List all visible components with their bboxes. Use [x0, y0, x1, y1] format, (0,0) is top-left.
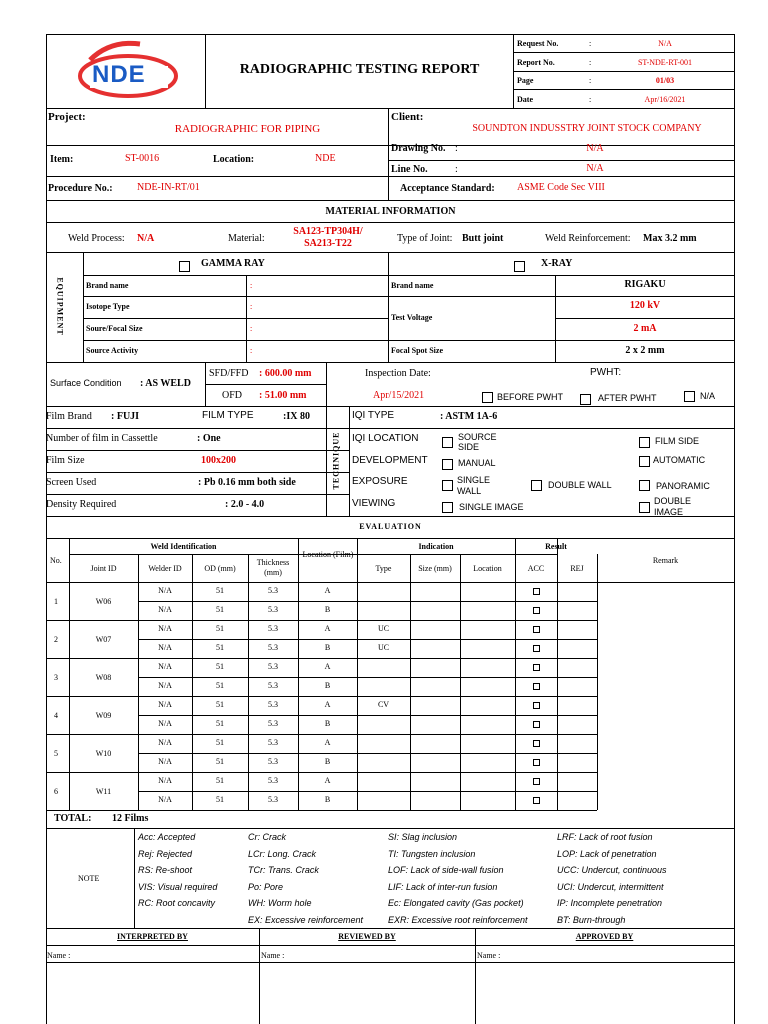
weld-process-value: N/A: [137, 233, 155, 244]
before-pwht-label: BEFORE PWHT: [497, 392, 564, 402]
xray-checkbox[interactable]: [514, 261, 525, 272]
row-loc: B: [324, 719, 331, 728]
films-cassette-label: Number of film in Cassettle: [46, 433, 158, 444]
row-welder: N/A: [158, 624, 172, 633]
item-label: Item:: [50, 154, 74, 165]
source-size-colon: :: [250, 324, 253, 333]
row-loc: A: [324, 662, 331, 671]
row-od: 51: [216, 700, 224, 709]
row-thk: 5.3: [268, 662, 278, 671]
xray-brand-value: RIGAKU: [624, 279, 666, 290]
note-item: RC: Root concavity: [138, 898, 216, 908]
row-welder: N/A: [158, 586, 172, 595]
row-thk: 5.3: [268, 643, 278, 652]
col-type: Type: [375, 564, 392, 573]
row-welder: N/A: [158, 795, 172, 804]
row-od: 51: [216, 586, 224, 595]
note-item: Rej: Rejected: [138, 848, 193, 859]
xray-brand-label: Brand name: [391, 281, 434, 290]
acc-checkbox[interactable]: [533, 607, 540, 614]
page-value: 01/03: [655, 76, 675, 85]
note-item: LIF: Lack of inter-run fusion: [388, 881, 498, 892]
row-loc: B: [324, 681, 331, 690]
film-side-checkbox[interactable]: [639, 437, 650, 448]
panoramic-checkbox[interactable]: [639, 480, 650, 491]
na-pwht-checkbox[interactable]: [684, 391, 695, 402]
row-no: 2: [54, 635, 58, 644]
acc-checkbox[interactable]: [533, 626, 540, 633]
line-label: Line No.: [391, 164, 428, 175]
col-welder: Welder ID: [148, 564, 182, 573]
brand-colon: :: [250, 281, 253, 290]
approved-name-label: Name :: [477, 951, 501, 960]
col-location-film: Location (Film): [302, 550, 354, 559]
interpreted-name-label: Name :: [47, 951, 71, 960]
film-type-label: FILM TYPE: [202, 410, 254, 421]
joint-value: Butt joint: [462, 233, 504, 244]
reinforcement-value: Max 3.2 mm: [643, 233, 697, 244]
col-joint: Joint ID: [90, 564, 117, 573]
location-value: NDE: [315, 153, 336, 164]
after-pwht-checkbox[interactable]: [580, 394, 591, 405]
row-type: UC: [377, 643, 390, 652]
row-thk: 5.3: [268, 776, 278, 785]
acc-checkbox[interactable]: [533, 645, 540, 652]
row-type: UC: [377, 624, 390, 633]
acc-checkbox[interactable]: [533, 797, 540, 804]
density-label: Density Required: [46, 499, 117, 510]
row-od: 51: [216, 624, 224, 633]
row-welder: N/A: [158, 757, 172, 766]
col-result: Result: [545, 542, 567, 551]
line-value: N/A: [586, 163, 604, 174]
focal-value: 2 x 2 mm: [625, 345, 665, 356]
gamma-ray-label: GAMMA RAY: [201, 258, 265, 269]
row-welder: N/A: [158, 643, 172, 652]
note-item: SI: Slag inclusion: [388, 832, 458, 842]
row-thk: 5.3: [268, 624, 278, 633]
ofd-value: : 51.00 mm: [259, 390, 307, 401]
row-thk: 5.3: [268, 586, 278, 595]
joint-label: Type of Joint:: [397, 233, 453, 244]
film-side-label: FILM SIDE: [655, 436, 700, 446]
density-value: : 2.0 - 4.0: [225, 499, 265, 510]
viewing-label: VIEWING: [352, 498, 396, 509]
note-item: TI: Tungsten inclusion: [388, 848, 476, 859]
technique-side-label: TECHNIQUE: [331, 431, 341, 490]
row-loc: B: [324, 795, 331, 804]
material-label: Material:: [228, 233, 265, 244]
pwht-label: PWHT:: [590, 367, 622, 378]
row-joint-id: W09: [95, 711, 112, 720]
source-activity-colon: :: [250, 346, 253, 355]
note-item: Ec: Elongated cavity (Gas pocket): [388, 898, 524, 908]
acc-checkbox[interactable]: [533, 778, 540, 785]
row-od: 51: [216, 681, 224, 690]
report-title: RADIOGRAPHIC TESTING REPORT: [239, 62, 480, 77]
drawing-colon: :: [455, 143, 458, 154]
row-welder: N/A: [158, 719, 172, 728]
voltage-label: Test Voltage: [391, 313, 433, 322]
row-welder: N/A: [158, 700, 172, 709]
page-label: Page: [517, 76, 534, 85]
acceptance-value: ASME Code Sec VIII: [517, 182, 605, 193]
total-value: 12 Films: [112, 813, 149, 824]
note-item: Po: Pore: [248, 881, 284, 892]
row-no: 5: [54, 749, 58, 758]
isotope-label: Isotope Type: [86, 302, 130, 311]
acc-checkbox[interactable]: [533, 759, 540, 766]
report-no-value: ST-NDE-RT-001: [637, 58, 693, 67]
exposure-label: EXPOSURE: [352, 476, 408, 487]
film-type-value: :IX 80: [283, 411, 310, 422]
col-no: No.: [50, 556, 62, 565]
row-od: 51: [216, 643, 224, 652]
procedure-value: NDE-IN-RT/01: [137, 182, 200, 193]
note-item: EXR: Excessive root reinforcement: [388, 914, 528, 925]
note-item: Cr: Crack: [248, 832, 286, 842]
ofd-label: OFD: [222, 390, 243, 401]
row-no: 1: [54, 597, 58, 606]
film-size-value: 100x200: [201, 455, 236, 466]
row-od: 51: [216, 738, 224, 747]
row-thk: 5.3: [268, 700, 278, 709]
project-value: RADIOGRAPHIC FOR PIPING: [174, 123, 321, 135]
iqi-location-label: IQI LOCATION: [352, 433, 419, 444]
row-welder: N/A: [158, 681, 172, 690]
automatic-label: AUTOMATIC: [653, 455, 706, 465]
request-no-value: N/A: [658, 39, 672, 48]
note-item: EX: Excessive reinforcement: [248, 914, 364, 925]
single-wall-label: SINGLE WALL: [457, 475, 491, 496]
row-thk: 5.3: [268, 719, 278, 728]
isotope-colon: :: [250, 302, 253, 311]
source-activity-label: Source Activity: [86, 346, 139, 355]
date-colon: :: [589, 95, 592, 104]
double-wall-label: DOUBLE WALL: [548, 480, 612, 490]
acc-checkbox[interactable]: [533, 721, 540, 728]
row-thk: 5.3: [268, 738, 278, 747]
note-item: LCr: Long. Crack: [248, 848, 317, 859]
weld-process-label: Weld Process:: [68, 233, 125, 244]
equipment-side-label: EQUIPMENT: [55, 277, 65, 336]
row-loc: B: [324, 757, 331, 766]
inspection-label: Inspection Date:: [365, 368, 431, 379]
na-pwht-label: N/A: [700, 391, 716, 401]
double-image-checkbox[interactable]: [639, 502, 650, 513]
acc-checkbox[interactable]: [533, 588, 540, 595]
iqi-type-label: IQI TYPE: [352, 410, 395, 421]
col-thickness: Thickness (mm): [256, 558, 290, 577]
row-loc: B: [324, 643, 331, 652]
project-label: Project:: [48, 111, 86, 123]
development-label: DEVELOPMENT: [352, 455, 428, 466]
automatic-checkbox[interactable]: [639, 456, 650, 467]
acceptance-label: Acceptance Standard:: [400, 183, 495, 194]
material-value-1: SA123-TP304H/: [293, 226, 363, 237]
row-od: 51: [216, 662, 224, 671]
manual-label: MANUAL: [458, 458, 496, 468]
source-side-label: SOURCE SIDE: [458, 432, 497, 452]
report-no-label: Report No.: [517, 58, 555, 67]
total-label: TOTAL:: [54, 813, 92, 824]
row-joint-id: W11: [95, 787, 112, 796]
col-weld-id: Weld Identification: [150, 542, 217, 551]
row-joint-id: W07: [95, 635, 112, 644]
row-welder: N/A: [158, 662, 172, 671]
date-label: Date: [517, 95, 533, 104]
source-size-label: Soure/Focal Size: [86, 324, 143, 333]
col-remark: Remark: [652, 556, 679, 565]
client-label: Client:: [391, 111, 424, 123]
page-colon: :: [589, 76, 592, 85]
nde-logo: [70, 38, 190, 104]
item-value: ST-0016: [125, 153, 160, 164]
acc-checkbox[interactable]: [533, 702, 540, 709]
acc-checkbox[interactable]: [533, 664, 540, 671]
note-item: WH: Worm hole: [248, 898, 312, 908]
logo-text: NDE: [92, 61, 146, 88]
films-cassette-value: : One: [197, 433, 221, 444]
gamma-ray-checkbox[interactable]: [179, 261, 190, 272]
row-welder: N/A: [158, 776, 172, 785]
material-value-2: SA213-T22: [304, 238, 352, 249]
row-thk: 5.3: [268, 757, 278, 766]
row-no: 3: [54, 673, 58, 682]
row-no: 6: [54, 787, 58, 796]
surface-label: Surface Condition: [50, 378, 122, 388]
focal-label: Focal Spot Size: [391, 346, 443, 355]
current-value: 2 mA: [633, 323, 657, 334]
film-size-label: Film Size: [46, 455, 85, 466]
drawing-value: N/A: [586, 143, 604, 154]
col-od: OD (mm): [204, 564, 236, 573]
single-wall-checkbox[interactable]: [442, 480, 453, 491]
col-rej: REJ: [570, 564, 584, 573]
acc-checkbox[interactable]: [533, 740, 540, 747]
screen-label: Screen Used: [46, 477, 97, 488]
voltage-value: 120 kV: [629, 300, 661, 311]
row-loc: A: [324, 738, 331, 747]
single-image-checkbox[interactable]: [442, 502, 453, 513]
procedure-label: Procedure No.:: [48, 183, 113, 194]
row-loc: B: [324, 605, 331, 614]
brand-label: Brand name: [86, 281, 129, 290]
after-pwht-label: AFTER PWHT: [598, 393, 657, 403]
manual-checkbox[interactable]: [442, 459, 453, 470]
reviewed-by: REVIEWED BY: [338, 932, 396, 941]
evaluation-heading: EVALUATION: [359, 522, 422, 531]
row-welder: N/A: [158, 605, 172, 614]
row-loc: A: [324, 700, 331, 709]
note-item: Acc: Accepted: [138, 832, 196, 842]
row-thk: 5.3: [268, 795, 278, 804]
screen-value: : Pb 0.16 mm both side: [198, 477, 296, 488]
line-colon: :: [455, 164, 458, 175]
report-no-colon: :: [589, 58, 592, 67]
row-welder: N/A: [158, 738, 172, 747]
note-item: LOF: Lack of side-wall fusion: [388, 865, 504, 875]
acc-checkbox[interactable]: [533, 683, 540, 690]
row-loc: A: [324, 586, 331, 595]
col-size: Size (mm): [418, 564, 452, 573]
row-thk: 5.3: [268, 605, 278, 614]
date-value: Apr/16/2021: [644, 95, 686, 104]
interpreted-by: INTERPRETED BY: [117, 932, 188, 941]
film-brand-label: Film Brand: [46, 411, 92, 422]
note-label: NOTE: [78, 874, 100, 883]
note-item: TCr: Trans. Crack: [248, 865, 319, 875]
sfd-label: SFD/FFD: [209, 368, 249, 379]
note-item: RS: Re-shoot: [138, 865, 193, 875]
note-item: BT: Burn-through: [557, 914, 626, 925]
source-side-checkbox[interactable]: [442, 437, 453, 448]
reviewed-name-label: Name :: [261, 951, 285, 960]
row-loc: A: [324, 776, 331, 785]
request-no-colon: :: [589, 39, 592, 48]
note-item: UCC: Undercut, continuous: [557, 865, 667, 875]
drawing-label: Drawing No.: [391, 143, 446, 154]
note-item: UCI: Undercut, intermittent: [557, 881, 664, 892]
col-location: Location: [473, 564, 502, 573]
row-loc: A: [324, 624, 331, 633]
film-brand-value: : FUJI: [111, 411, 140, 422]
row-type: CV: [377, 700, 390, 709]
location-label: Location:: [213, 154, 255, 165]
xray-label: X-RAY: [541, 258, 573, 269]
row-od: 51: [216, 719, 224, 728]
double-image-label: DOUBLE IMAGE: [654, 496, 692, 517]
row-thk: 5.3: [268, 681, 278, 690]
row-joint-id: W08: [95, 673, 112, 682]
sfd-value: : 600.00 mm: [259, 368, 312, 379]
client-value: SOUNDTON INDUSSTRY JOINT STOCK COMPANY: [472, 123, 702, 134]
row-od: 51: [216, 757, 224, 766]
before-pwht-checkbox[interactable]: [482, 392, 493, 403]
request-no-label: Request No.: [517, 39, 559, 48]
iqi-type-value: : ASTM 1A-6: [440, 411, 498, 422]
approved-by: APPROVED BY: [575, 932, 634, 941]
row-od: 51: [216, 776, 224, 785]
row-joint-id: W06: [95, 597, 112, 606]
col-indication: Indication: [418, 542, 454, 551]
surface-value: : AS WELD: [140, 378, 191, 389]
col-acc: ACC: [527, 564, 545, 573]
row-no: 4: [54, 711, 58, 720]
panoramic-label: PANORAMIC: [656, 481, 710, 491]
double-wall-checkbox[interactable]: [531, 480, 542, 491]
row-od: 51: [216, 605, 224, 614]
row-joint-id: W10: [95, 749, 112, 758]
row-od: 51: [216, 795, 224, 804]
material-heading: MATERIAL INFORMATION: [325, 206, 456, 217]
note-item: LOP: Lack of penetration: [557, 848, 657, 859]
note-item: IP: Incomplete penetration: [557, 898, 663, 908]
single-image-label: SINGLE IMAGE: [459, 502, 524, 512]
reinforcement-label: Weld Reinforcement:: [545, 233, 631, 244]
inspection-value: Apr/15/2021: [373, 390, 425, 401]
note-item: VIS: Visual required: [138, 881, 218, 892]
note-item: LRF: Lack of root fusion: [557, 832, 653, 842]
